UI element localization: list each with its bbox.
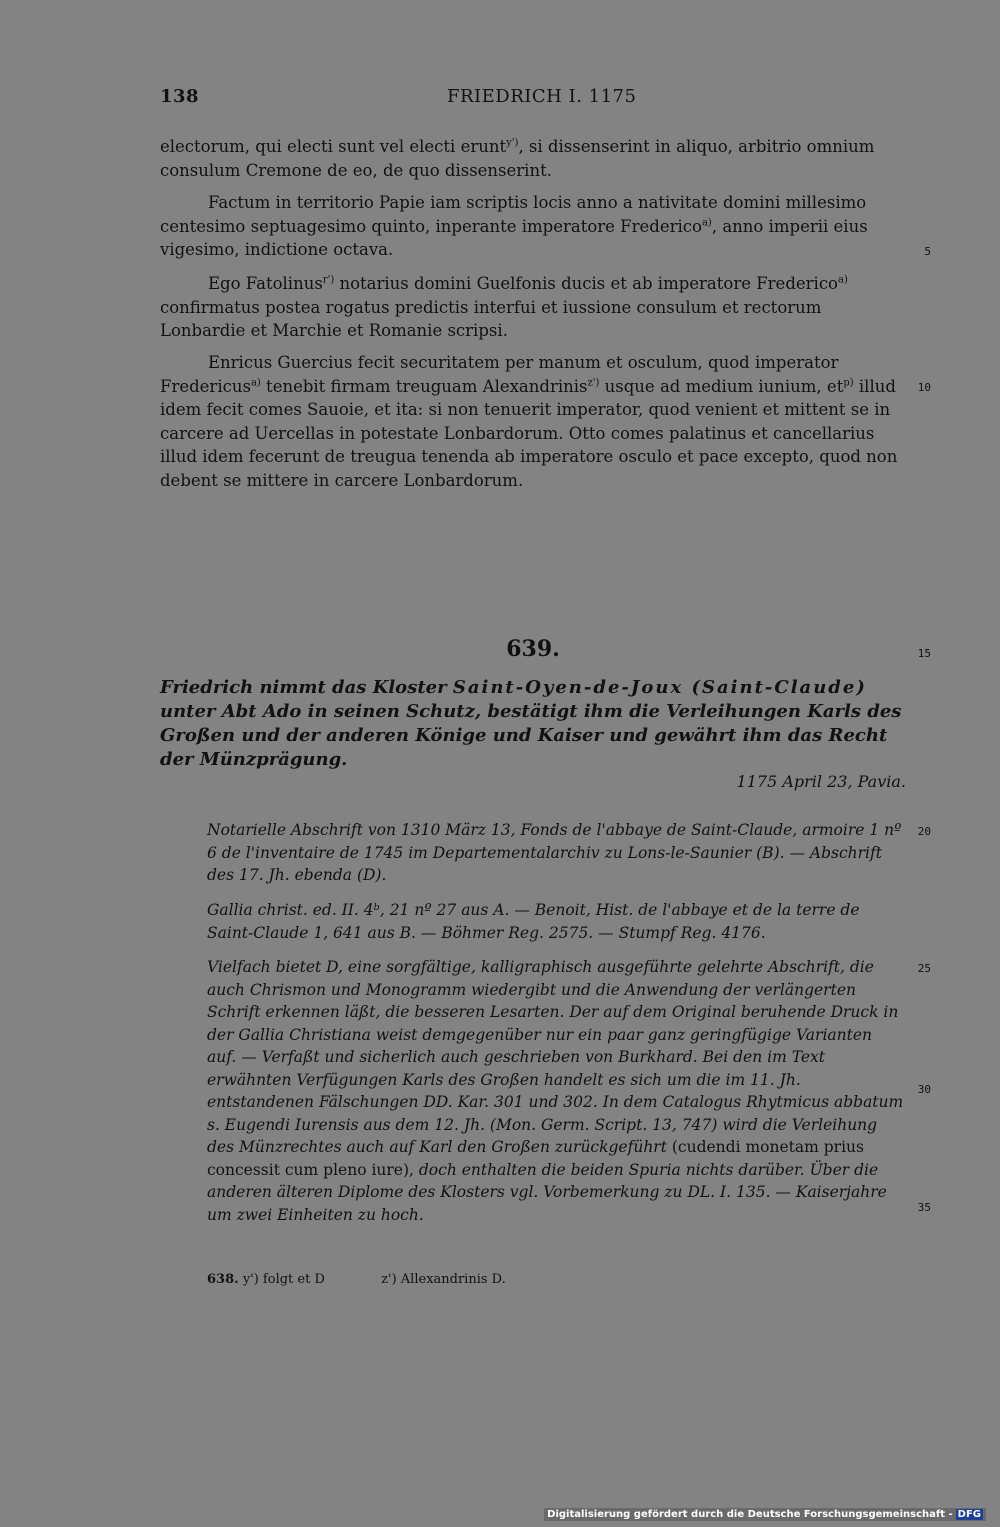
line-number: 5	[924, 245, 931, 258]
line-number: 35	[917, 1201, 931, 1214]
running-head: FRIEDRICH I. 1175	[447, 86, 637, 107]
text-run: electorum, qui electi sunt vel electi erunt	[160, 137, 507, 156]
paragraph-continuation	[160, 135, 906, 182]
document-number: 639.	[506, 636, 560, 662]
regest	[160, 676, 906, 772]
line-number: 10	[917, 381, 931, 394]
paragraph-factum	[160, 191, 906, 262]
footnote-marker: p)	[843, 377, 854, 388]
quotation: (cudendi monetam prius concessit cum pleno iure),	[207, 1138, 864, 1179]
page-number: 138	[160, 86, 200, 107]
date-place: 1175 April 23, Pavia.	[736, 772, 906, 791]
dfg-logo: DFG	[957, 1509, 981, 1520]
line-number: 20	[917, 825, 931, 838]
footnote-marker: r')	[322, 274, 335, 286]
footnote-z: z') Allexandrinis D.	[381, 1272, 506, 1287]
paragraph-securitas	[160, 351, 906, 492]
footnotes	[207, 1272, 506, 1287]
note-editions: Gallia christ. ed. II. 4ᵇ, 21 nº 27 aus A. — Benoit, Hist. de l'abbaye et de la terre de Saint-Claude 1, 641 aus B. — Böhmer Reg. 2575. — Stumpf Reg. 4176.	[207, 901, 860, 942]
text-run: usque ad medium iunium, et	[599, 376, 844, 396]
footnote-marker: a)	[250, 377, 261, 388]
text-run: Factum in territorio Papie iam scriptis locis anno a nativitate domini millesimo centesimo septuagesimo quinto, inperante imperatore Frederico	[160, 193, 867, 236]
footnote-y: y') folgt et D	[242, 1272, 325, 1287]
footnote-marker: a)	[838, 274, 848, 286]
line-number: 25	[917, 962, 931, 975]
line-number: 30	[917, 1083, 931, 1096]
digitization-credit	[544, 1508, 986, 1521]
text-run: Ego Fatolinus	[208, 274, 323, 293]
note-commentary	[207, 956, 906, 1226]
text-run: confirmatus postea rogatus predictis interfui et iussione consulum et rectorum Lonbardie et Marchie et Romanie scripsi.	[160, 297, 822, 340]
text-run: notarius domini Guelfonis ducis et ab imperatore Frederico	[334, 274, 838, 293]
footnote-doc-number: 638.	[207, 1272, 239, 1287]
text-run: Enricus Guercius fecit securitatem per manum et osculum, quod imperator Fredericus	[160, 353, 839, 396]
place-name: Saint-Oyen-de-Joux (Saint-Claude)	[452, 677, 867, 698]
text-run: tenebit firmam treuguam Alexandrinis	[260, 376, 588, 396]
text-run: , si dissenserint in aliquo, arbitrio omnium consulum Cremone de eo, de quo dissenserint.	[160, 137, 875, 180]
footnote-marker: z')	[587, 377, 600, 388]
text-run: doch enthalten die beiden Spuria nichts darüber. Über die anderen älteren Diplome des Klosters vgl. Vorbemerkung zu DL. I. 135. — Kaiserjahre um zwei Einheiten zu hoch.	[207, 1160, 887, 1224]
text-run: Vielfach bietet D, eine sorgfältige, kalligraphisch ausgeführte gelehrte Abschrift, die auch Chrismon und Monogramm wiedergibt und die Anwendung der verlängerten Schrift erkennen läßt, die besseren Lesarten. Der auf dem Original beruhende Druck in der Gallia Christiana weist demgegenüber nur ein paar ganz geringfügige Varianten auf. — Verfaßt und sicherlich auch geschrieben von Burkhard. Bei den im Text erwähnten Verfügungen Karls des Großen handelt es sich um die im 11. Jh. entstandenen Fälschungen DD. Kar. 301 und 302. In dem Catalogus Rhytmicus abbatum s. Eugendi Iurensis aus dem 12. Jh. (Mon. Germ. Script. 13, 747) wird die Verleihung des Münzrechtes auch auf Karl den Großen zurückgeführt	[207, 958, 904, 1156]
paragraph-notary	[160, 272, 906, 343]
text-run: unter Abt Ado in seinen Schutz, bestätigt ihm die Verleihungen Karls des Großen und der anderen Könige und Kaiser und gewährt ihm das Recht der Münzprägung.	[160, 701, 902, 770]
note-tradition: Notarielle Abschrift von 1310 März 13, Fonds de l'abbaye de Saint-Claude, armoire 1 nº 6 de l'inventaire de 1745 im Departementalarchiv zu Lons-le-Saunier (B). — Abschrift des 17. Jh. ebenda (D).	[207, 821, 902, 884]
footnote-marker: a)	[701, 217, 712, 228]
text-run: , anno imperii eius vigesimo, indictione octava.	[160, 216, 868, 259]
credit-text: Digitalisierung gefördert durch die Deutsche Forschungsgemeinschaft -	[547, 1509, 953, 1520]
footnote-marker: y')	[506, 137, 519, 149]
text-run: Friedrich nimmt das Kloster	[160, 677, 453, 698]
line-number: 15	[917, 647, 931, 660]
text-run: illud idem fecit comes Sauoie, et ita: si non tenuerit imperator, quod venient et mittent se in carcere ad Uercellas in potestate Lonbardorum. Otto comes palatinus et cancellarius illud idem fecerunt de treugua tenenda ab imperatore osculo et pace excepto, quod non debent se mittere in carcere Lonbardorum.	[160, 376, 898, 490]
